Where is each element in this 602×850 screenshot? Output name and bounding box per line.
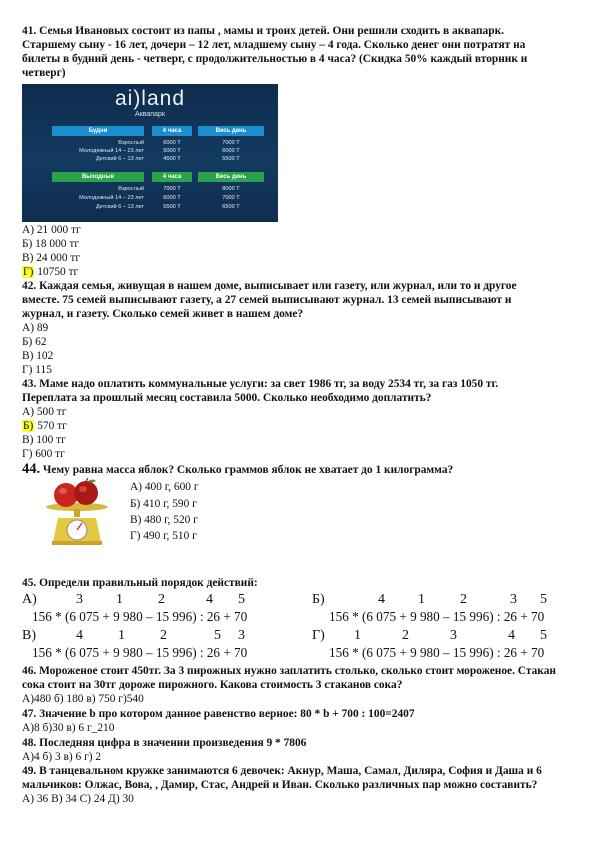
q45-option-v-letter: В) xyxy=(22,628,36,643)
q43-text-line-1: 43. Маме надо оплатить коммунальные услуги: за свет 1986 тг, за воду 2534 тг, за газ 1050 тг. xyxy=(22,378,499,390)
q44-option-g: Г) 490 г, 510 г xyxy=(130,530,197,542)
q45-a-order-3: 2 xyxy=(158,592,165,607)
q45-g-order-3: 3 xyxy=(450,628,457,643)
q41-option-g xyxy=(22,266,78,279)
q45-v-order-4: 5 xyxy=(214,628,221,643)
q45-g-order-2: 2 xyxy=(402,628,409,643)
q42-text-line-1: 42. Каждая семья, живущая в нашем доме, выписывает или газету, или журнал, или то и другое xyxy=(22,280,517,292)
q41-option-b: Б) 18 000 тг xyxy=(22,238,80,250)
weekend-header-4h: 4 часа xyxy=(152,172,192,182)
weekday-day-youth: 6000 Т xyxy=(222,148,240,154)
weekday-day-adult: 7000 Т xyxy=(222,140,240,146)
weekend-day-youth: 7000 Т xyxy=(222,195,240,201)
weekend-category-child: Детский 6 – 13 лет xyxy=(95,204,144,210)
q43-text-line-2: Переплата за прошлый месяц составила 5000. Сколько необходимо доплатить? xyxy=(22,392,432,404)
weekday-header-4h: 4 часа xyxy=(152,126,192,136)
q46-text-line-1: 46. Мороженое стоит 450тг. За 3 пирожных нужно заплатить столько, сколько стоит мороженое. Стакан xyxy=(22,665,556,677)
weekend-day-child: 6500 Т xyxy=(222,204,240,210)
q42-option-g: Г) 115 xyxy=(22,364,52,376)
q44-option-a: А) 400 г, 600 г xyxy=(130,481,199,493)
q45-option-b-letter: Б) xyxy=(312,592,325,607)
aquapark-price-board xyxy=(22,84,278,222)
q43-option-a: А) 500 тг xyxy=(22,406,67,418)
q45-b-order-3: 2 xyxy=(460,592,467,607)
weekday-4h-youth: 5000 Т xyxy=(163,148,181,154)
q45-a-order-5: 5 xyxy=(238,592,245,607)
weekday-category-youth: Молодежный 14 – 23 лет xyxy=(79,148,144,154)
q43-option-b-text: 570 тг xyxy=(37,420,67,432)
q41-text-line-1: 41. Семья Ивановых состоит из папы , мамы и троих детей. Они решили сходить в аквапарк. xyxy=(22,25,504,37)
weekend-day-adult: 8000 Т xyxy=(222,186,240,192)
q41-text-line-3: билеты в будний день - четверг, с продолжительностью в 4 часа? (Скидка 50% каждый вторник и xyxy=(22,53,528,65)
q47-text: 47. Значение b про котором данное равенство верное: 80 * b + 700 : 100=2407 xyxy=(22,708,415,720)
q44-question xyxy=(22,461,453,477)
q45-g-expression: 156 * (6 075 + 9 980 – 15 996) : 26 + 70 xyxy=(329,645,545,660)
q44-option-b: Б) 410 г, 590 г xyxy=(130,498,197,510)
weekend-4h-adult: 7000 Т xyxy=(163,186,181,192)
q45-v-order-2: 1 xyxy=(118,628,125,643)
weekday-category-adult: Взрослый xyxy=(118,140,144,146)
q45-g-order-5: 5 xyxy=(540,628,547,643)
q45-a-order-2: 1 xyxy=(116,592,123,607)
q48-text: 48. Последняя цифра в значении произведения 9 * 7806 xyxy=(22,737,307,749)
q41-option-v: В) 24 000 тг xyxy=(22,252,81,264)
weekend-category-adult: Взрослый xyxy=(118,186,144,192)
q43-option-g: Г) 600 тг xyxy=(22,448,65,460)
q47-options: А)8 б)30 в) 6 г_210 xyxy=(22,722,115,734)
q41-text-line-2: Старшему сыну - 16 лет, дочери – 12 лет, младшему сыну – 4 года. Сколько денег они потратят на xyxy=(22,39,526,51)
weekday-4h-adult: 6000 Т xyxy=(163,140,181,146)
aquapark-subtitle: Аквапарк xyxy=(135,111,165,118)
q45-v-expression: 156 * (6 075 + 9 980 – 15 996) : 26 + 70 xyxy=(32,645,248,660)
weekday-4h-child: 4500 Т xyxy=(163,156,181,162)
q46-options: А)480 б) 180 в) 750 г)540 xyxy=(22,693,144,705)
q45-b-order-5: 5 xyxy=(540,592,547,607)
q45-b-order-4: 3 xyxy=(510,592,517,607)
weekday-header-day: Весь день xyxy=(198,126,264,136)
q48-options: А)4 б) 3 в) 6 г) 2 xyxy=(22,751,102,763)
aquapark-logo: ai)land xyxy=(114,87,186,110)
q42-option-b: Б) 62 xyxy=(22,336,47,348)
q45-title: 45. Определи правильный порядок действий: xyxy=(22,577,258,589)
q45-a-expression: 156 * (6 075 + 9 980 – 15 996) : 26 + 70 xyxy=(32,609,248,624)
q43-option-b xyxy=(22,420,67,433)
weekend-4h-child: 5500 Т xyxy=(163,204,181,210)
q41-option-g-text: 10750 тг xyxy=(37,266,79,278)
q45-a-order-1: 3 xyxy=(76,592,83,607)
q44-number: 44. xyxy=(22,461,41,477)
weekday-category-child: Детский 6 – 13 лет xyxy=(95,156,144,162)
q49-text-line-2: мальчиков: Олжас, Вова, , Дамир, Стас, Андрей и Иван. Сколько различных пар можно составить? xyxy=(22,779,538,791)
q42-option-a: А) 89 xyxy=(22,322,49,334)
q49-options: А) 36 В) 34 С) 24 Д) 30 xyxy=(22,793,134,805)
q41-highlighted-letter: Г) xyxy=(23,266,34,278)
q46-text-line-2: сока стоит на 30тг дороже пирожного. Какова стоимость 3 стаканов сока? xyxy=(22,679,403,691)
q42-text-line-2: вместе. 75 семей выписывают газету, а 27 семей выписывают журнал. 13 семей выписывают и xyxy=(22,294,512,306)
q43-option-v: В) 100 тг xyxy=(22,434,66,446)
q45-b-expression: 156 * (6 075 + 9 980 – 15 996) : 26 + 70 xyxy=(329,609,545,624)
q45-b-order-2: 1 xyxy=(418,592,425,607)
q49-text-line-1: 49. В танцевальном кружке занимаются 6 девочек: Акнур, Маша, Самал, Диляра, София и Даша и 6 xyxy=(22,765,542,777)
weekend-category-youth: Молодежный 14 – 23 лет xyxy=(79,195,144,201)
q45-v-order-1: 4 xyxy=(76,628,83,643)
q41-option-a: А) 21 000 тг xyxy=(22,224,81,236)
apples-on-scale-picture xyxy=(44,478,110,546)
q45-b-order-1: 4 xyxy=(378,592,385,607)
weekday-day-child: 5500 Т xyxy=(222,156,240,162)
q45-option-a-letter: А) xyxy=(22,592,37,607)
q44-option-v: В) 480 г, 520 г xyxy=(130,514,198,526)
weekend-4h-youth: 6000 Т xyxy=(163,195,181,201)
q45-v-order-3: 2 xyxy=(160,628,167,643)
q44-text: Чему равна масса яблок? Сколько граммов яблок не хватает до 1 килограмма? xyxy=(40,464,454,476)
weekend-header-label: Выходные xyxy=(52,172,144,182)
q42-text-line-3: журнал, и газету. Сколько семей живет в нашем доме? xyxy=(22,308,304,320)
q45-option-g-letter: Г) xyxy=(312,628,325,643)
q45-v-order-5: 3 xyxy=(238,628,245,643)
q43-highlighted-letter: Б) xyxy=(23,420,34,432)
q45-g-order-1: 1 xyxy=(354,628,361,643)
q45-g-order-4: 4 xyxy=(508,628,515,643)
q41-text-line-4: четверг) xyxy=(22,67,66,79)
q45-a-order-4: 4 xyxy=(206,592,213,607)
weekday-header-label: Будни xyxy=(52,126,144,136)
weekend-header-day: Весь день xyxy=(198,172,264,182)
q42-option-v: В) 102 xyxy=(22,350,54,362)
